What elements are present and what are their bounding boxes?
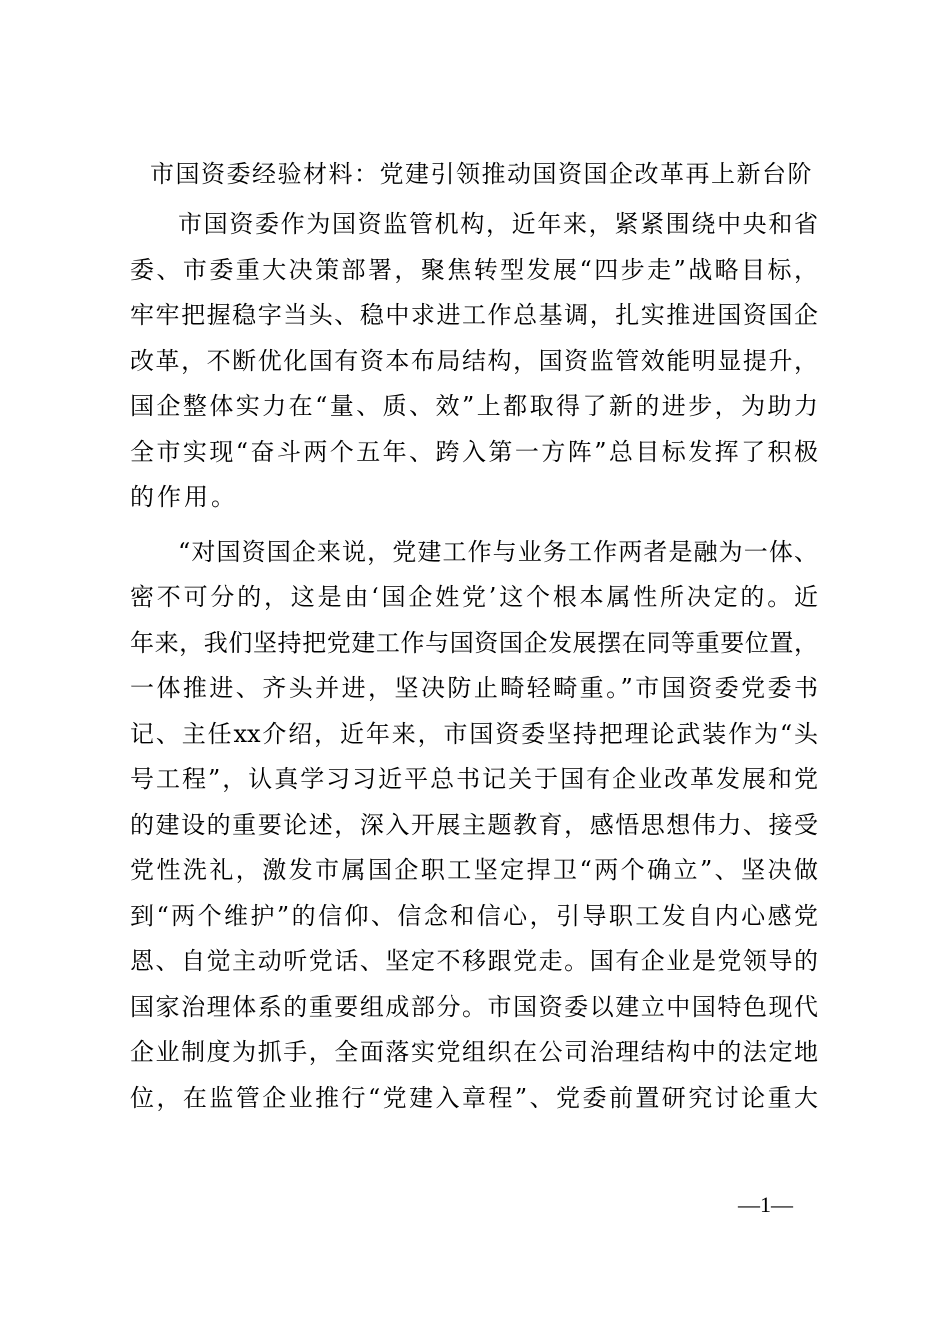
paragraph-1-line-4: 改革，不断优化国有资本布局结构，国资监管效能明显提升， — [130, 346, 818, 375]
paragraph-1-line-6: 全市实现“奋斗两个五年、跨入第一方阵”总目标发挥了积极 — [130, 437, 818, 466]
paragraph-2-line-4: 一体推进、齐头并进，坚决防止畸轻畸重。”市国资委党委书 — [130, 674, 818, 702]
paragraph-1-line-7: 的作用。 — [130, 483, 238, 511]
paragraph-2-line-12: 企业制度为抓手，全面落实党组织在公司治理结构中的法定地 — [130, 1038, 818, 1066]
paragraph-2-line-1: “对国资国企来说，党建工作与业务工作两者是融为一体、 — [178, 537, 818, 566]
document-title: 市国资委经验材料：党建引领推动国资国企改革再上新台阶 — [150, 160, 813, 188]
paragraph-2-line-10: 恩、自觉主动听党话、坚定不移跟党走。国有企业是党领导的 — [130, 947, 818, 975]
paragraph-2-line-13: 位，在监管企业推行“党建入章程”、党委前置研究讨论重大 — [130, 1083, 818, 1112]
paragraph-2-line-2: 密不可分的，这是由‘国企姓党’这个根本属性所决定的。近 — [130, 583, 818, 611]
paragraph-2-line-5: 记、主任xx介绍，近年来，市国资委坚持把理论武装作为“头 — [130, 719, 818, 748]
paragraph-gap — [130, 521, 818, 530]
page-number: —1— — [738, 1192, 793, 1217]
paragraph-2-line-3: 年来，我们坚持把党建工作与国资国企发展摆在同等重要位置， — [130, 628, 818, 657]
paragraph-1-line-5: 国企整体实力在“量、质、效”上都取得了新的进步，为助力 — [130, 392, 818, 420]
paragraph-1-line-2: 委、市委重大决策部署，聚焦转型发展“四步走”战略目标， — [130, 255, 818, 284]
paragraph-2-line-7: 的建设的重要论述，深入开展主题教育，感悟思想伟力、接受 — [130, 810, 818, 839]
document-body — [130, 202, 818, 1121]
paragraph-2-line-11: 国家治理体系的重要组成部分。市国资委以建立中国特色现代 — [130, 992, 818, 1021]
paragraph-1-line-3: 牢牢把握稳字当头、稳中求进工作总基调，扎实推进国资国企 — [130, 301, 818, 329]
paragraph-2-line-6: 号工程”，认真学习习近平总书记关于国有企业改革发展和党 — [130, 765, 818, 793]
paragraph-2-line-9: 到“两个维护”的信仰、信念和信心，引导职工发自内心感党 — [130, 901, 818, 930]
paragraph-1-line-1: 市国资委作为国资监管机构，近年来，紧紧围绕中央和省 — [178, 210, 818, 238]
paragraph-2-line-8: 党性洗礼，激发市属国企职工坚定捍卫“两个确立”、坚决做 — [130, 856, 818, 884]
